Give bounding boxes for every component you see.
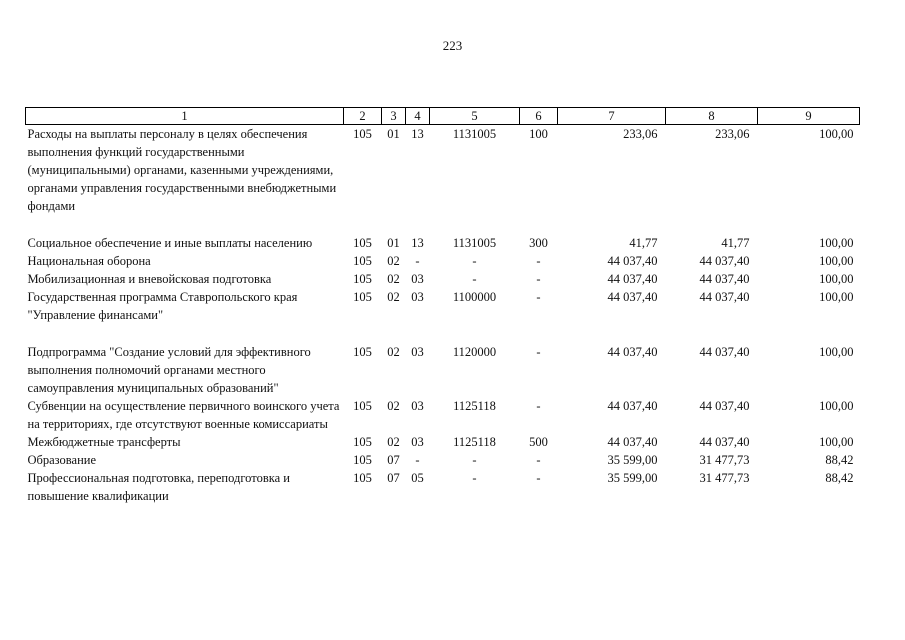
- cell-ministry-code: 105: [353, 127, 372, 141]
- cell-amount-planned: 44 037,40: [607, 399, 658, 413]
- cell-subsection-code: 03: [411, 435, 424, 449]
- cell-target-item-code: 1131005: [452, 127, 497, 141]
- page-number: 223: [442, 38, 463, 53]
- cell-section-code: 01: [387, 127, 400, 141]
- cell-subsection-code: 03: [411, 399, 424, 413]
- cell-amount-executed: 44 037,40: [699, 272, 750, 286]
- cell-percent: 88,42: [825, 453, 854, 467]
- cell-expense-type-code: -: [536, 453, 541, 467]
- cell-amount-executed: 31 477,73: [699, 453, 750, 467]
- column-header: 4: [406, 108, 430, 125]
- cell-amount-executed: 41,77: [721, 236, 750, 250]
- cell-subsection-code: 13: [411, 127, 424, 141]
- cell-ministry-code: 105: [353, 471, 372, 485]
- table-row: [26, 433, 860, 451]
- cell-amount-executed: 44 037,40: [699, 290, 750, 304]
- cell-subsection-code: 03: [411, 290, 424, 304]
- cell-percent: 100,00: [819, 435, 854, 449]
- cell-subsection-code: 13: [411, 236, 424, 250]
- cell-expense-type-code: -: [536, 471, 541, 485]
- cell-section-code: 07: [387, 453, 400, 467]
- cell-section-code: 02: [387, 345, 400, 359]
- cell-section-code: 02: [387, 435, 400, 449]
- cell-section-code: 07: [387, 471, 400, 485]
- cell-target-item-code: 1131005: [452, 236, 497, 250]
- cell-target-item-code: -: [472, 254, 477, 268]
- cell-subsection-code: 03: [411, 345, 424, 359]
- cell-amount-executed: 31 477,73: [699, 471, 750, 485]
- cell-subsection-code: 03: [411, 272, 424, 286]
- cell-ministry-code: 105: [353, 435, 372, 449]
- column-header: 5: [430, 108, 520, 125]
- column-header: 6: [520, 108, 558, 125]
- cell-amount-planned: 233,06: [623, 127, 658, 141]
- row-name: Национальная оборона: [27, 254, 151, 268]
- cell-amount-executed: 44 037,40: [699, 345, 750, 359]
- column-header: 8: [666, 108, 758, 125]
- table-row: [26, 397, 860, 433]
- cell-subsection-code: -: [415, 453, 420, 467]
- cell-ministry-code: 105: [353, 399, 372, 413]
- cell-subsection-code: 05: [411, 471, 424, 485]
- cell-target-item-code: 1120000: [452, 345, 497, 359]
- table-header-row: [26, 108, 860, 125]
- cell-ministry-code: 105: [353, 254, 372, 268]
- row-name: Образование: [27, 453, 97, 467]
- cell-ministry-code: 105: [353, 453, 372, 467]
- cell-expense-type-code: -: [536, 254, 541, 268]
- table-row: [26, 234, 860, 252]
- cell-percent: 100,00: [819, 127, 854, 141]
- cell-target-item-code: -: [472, 272, 477, 286]
- cell-section-code: 02: [387, 399, 400, 413]
- cell-target-item-code: -: [472, 453, 477, 467]
- cell-amount-executed: 44 037,40: [699, 435, 750, 449]
- cell-target-item-code: 1125118: [453, 399, 496, 413]
- row-name: Профессиональная подготовка, переподготовка и повышение квалификации: [27, 471, 290, 503]
- cell-expense-type-code: 500: [529, 435, 548, 449]
- cell-expense-type-code: -: [536, 290, 541, 304]
- cell-amount-executed: 44 037,40: [699, 254, 750, 268]
- table-row: [26, 252, 860, 270]
- table-row: [26, 270, 860, 288]
- cell-ministry-code: 105: [353, 290, 372, 304]
- cell-amount-executed: 233,06: [715, 127, 750, 141]
- cell-section-code: 02: [387, 272, 400, 286]
- cell-percent: 100,00: [819, 399, 854, 413]
- cell-target-item-code: -: [472, 471, 477, 485]
- cell-expense-type-code: -: [536, 345, 541, 359]
- cell-amount-planned: 44 037,40: [607, 254, 658, 268]
- cell-percent: 100,00: [819, 345, 854, 359]
- row-name: Подпрограмма "Создание условий для эффективного выполнения полномочий органами местного самоуправления муниципальных образований": [27, 345, 311, 395]
- table-row: [26, 469, 860, 505]
- cell-section-code: 01: [387, 236, 400, 250]
- row-name: Расходы на выплаты персоналу в целях обеспечения выполнения функций государственными (муниципальными) органами, казенными учреждениями, органами управления государственными внебюджетными фондами: [27, 127, 337, 213]
- cell-expense-type-code: 300: [529, 236, 548, 250]
- cell-amount-planned: 44 037,40: [607, 435, 658, 449]
- table-row: [26, 343, 860, 397]
- cell-expense-type-code: -: [536, 399, 541, 413]
- column-header: 7: [558, 108, 666, 125]
- cell-ministry-code: 105: [353, 345, 372, 359]
- cell-percent: 88,42: [825, 471, 854, 485]
- cell-subsection-code: -: [415, 254, 420, 268]
- cell-amount-executed: 44 037,40: [699, 399, 750, 413]
- column-header: 2: [344, 108, 382, 125]
- cell-percent: 100,00: [819, 236, 854, 250]
- table-row: [26, 288, 860, 343]
- cell-amount-planned: 35 599,00: [607, 453, 658, 467]
- cell-percent: 100,00: [819, 272, 854, 286]
- table-row: [26, 451, 860, 469]
- column-header: 1: [26, 108, 344, 125]
- budget-table: [25, 107, 860, 505]
- table-row: [26, 125, 860, 235]
- cell-section-code: 02: [387, 290, 400, 304]
- cell-percent: 100,00: [819, 254, 854, 268]
- cell-target-item-code: 1100000: [452, 290, 497, 304]
- row-name: Мобилизационная и вневойсковая подготовка: [27, 272, 272, 286]
- row-name: Субвенции на осуществление первичного воинского учета на территориях, где отсутствуют военные комиссариаты: [27, 399, 340, 431]
- row-name: Социальное обеспечение и иные выплаты населению: [27, 236, 313, 250]
- cell-amount-planned: 35 599,00: [607, 471, 658, 485]
- cell-expense-type-code: -: [536, 272, 541, 286]
- cell-target-item-code: 1125118: [453, 435, 496, 449]
- cell-expense-type-code: 100: [529, 127, 548, 141]
- column-header: 3: [382, 108, 406, 125]
- cell-amount-planned: 44 037,40: [607, 290, 658, 304]
- cell-section-code: 02: [387, 254, 400, 268]
- cell-ministry-code: 105: [353, 236, 372, 250]
- cell-ministry-code: 105: [353, 272, 372, 286]
- row-name: Государственная программа Ставропольского края "Управление финансами": [27, 290, 298, 322]
- cell-amount-planned: 44 037,40: [607, 345, 658, 359]
- cell-amount-planned: 41,77: [629, 236, 658, 250]
- cell-percent: 100,00: [819, 290, 854, 304]
- cell-amount-planned: 44 037,40: [607, 272, 658, 286]
- row-name: Межбюджетные трансферты: [27, 435, 181, 449]
- column-header: 9: [758, 108, 860, 125]
